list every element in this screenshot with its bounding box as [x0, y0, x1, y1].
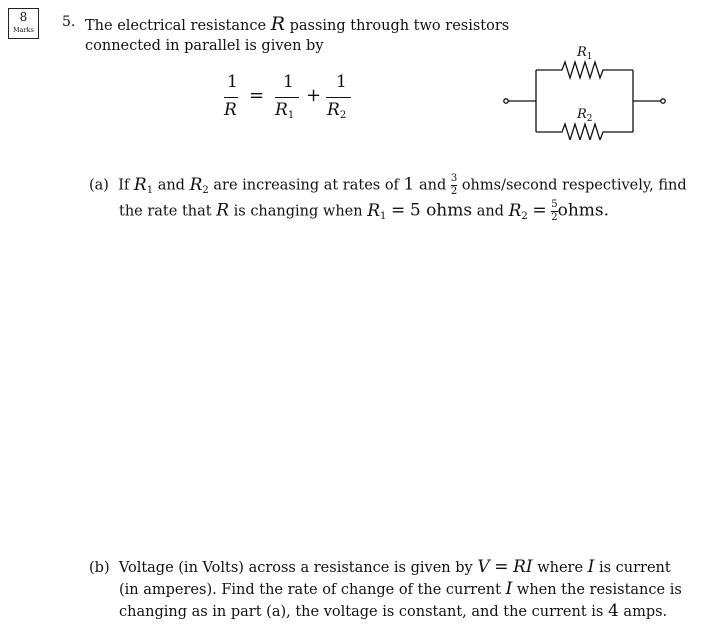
terminal-left [504, 99, 508, 103]
part-b-text: is current [598, 560, 671, 576]
part-a-value-5-ohms: 5 ohms [409, 200, 473, 221]
formula-t1-den: $R_1$ [275, 100, 295, 121]
part-a-text: ohms/second respectively, find [461, 177, 687, 194]
resistor-r2-label: $R_2$ [577, 107, 593, 124]
marks-value: 8 [19, 10, 28, 24]
part-a-var-r2: $R_2$ [189, 174, 209, 196]
part-a-text: are increasing at rates of [213, 177, 399, 194]
formula-equals: = [249, 85, 265, 106]
part-a-rate-1: 1 [403, 174, 415, 195]
marks-box [8, 8, 39, 39]
part-a-line-2 [119, 200, 609, 223]
part-a-fraction-5-2: $\frac{5}{2}$ [551, 199, 558, 223]
part-b-text: changing as in part (a), the voltage is constant, and the current is [119, 604, 604, 620]
part-b-line-1 [89, 557, 671, 577]
part-a-equals: = [532, 200, 547, 221]
part-a-text: is changing when [233, 203, 363, 220]
formula-t2-den: $R_2$ [327, 100, 347, 121]
formula-t1-num: 1 [283, 72, 294, 92]
part-a-label: (a) [89, 177, 109, 194]
intro-line-2: connected in parallel is given by [85, 38, 324, 54]
formula-t2-bar [326, 97, 351, 98]
part-b-line-3 [119, 601, 667, 621]
formula-lhs-bar [224, 97, 238, 98]
marks-label: Marks [13, 26, 34, 34]
terminal-right [661, 99, 665, 103]
formula-plus: + [306, 85, 322, 106]
part-a-unit-ohms: ohms. [557, 200, 610, 221]
part-a-var-r2: $R_2$ [508, 200, 528, 222]
part-b-text: amps. [623, 604, 668, 620]
formula-lhs-num: 1 [227, 72, 238, 92]
part-b-equals: = [494, 557, 509, 577]
part-b-var-i: I [505, 579, 513, 599]
part-b-text: (in amperes). Find the rate of change of the current [119, 582, 501, 598]
resistor-r1 [536, 62, 633, 78]
part-a-equals: = [390, 200, 406, 221]
part-a-text: If [118, 177, 130, 194]
part-a-text: the rate that [119, 203, 212, 220]
part-b-var-v: V [477, 557, 490, 577]
intro-line-1 [85, 13, 509, 35]
part-b-text: when the resistance is [516, 582, 682, 598]
part-a-var-r: R [216, 200, 230, 221]
question-number: 5. [62, 14, 76, 30]
part-a-line-1 [89, 174, 687, 197]
part-b-text: Voltage (in Volts) across a resistance is given by [118, 560, 473, 576]
formula-t2-num: 1 [336, 72, 347, 92]
part-a-text: and [418, 177, 447, 194]
part-a-text: and [476, 203, 504, 220]
formula-lhs-den: R [224, 100, 237, 120]
intro-var-r: R [270, 13, 285, 35]
part-b-var-i: I [587, 557, 595, 577]
resistor-r1-label: $R_1$ [577, 45, 593, 62]
part-a-var-r1: $R_1$ [133, 174, 154, 196]
part-b-line-2 [119, 579, 682, 599]
parallel-formula [222, 72, 352, 122]
formula-t1-bar [275, 97, 299, 98]
part-b-var-ri: RI [513, 557, 533, 577]
part-a-var-r1: $R_1$ [367, 200, 387, 222]
part-a-text: and [157, 177, 185, 194]
intro-text-pre: The electrical resistance [85, 18, 267, 34]
parallel-circuit-diagram [500, 40, 675, 140]
part-b-text: where [537, 560, 584, 576]
intro-text-post: passing through two resistors [289, 18, 510, 34]
part-a-fraction-3-2: $\frac{3}{2}$ [450, 173, 458, 197]
part-b-label: (b) [89, 560, 110, 576]
part-b-current-value: 4 [607, 601, 619, 621]
resistor-r2 [536, 124, 633, 140]
